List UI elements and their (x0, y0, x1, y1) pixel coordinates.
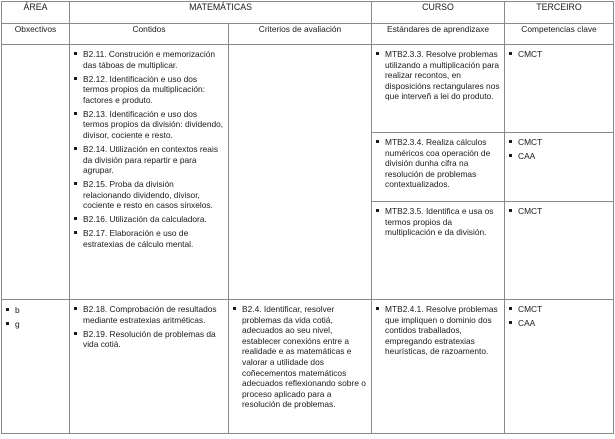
competence-block (505, 45, 613, 133)
list-item: B2.14. Utilización en contextos reais da división para repartir e para agrupar. (70, 144, 224, 176)
competence-item: CMCT (505, 206, 609, 217)
objective-item: g (2, 319, 65, 330)
col-standards: Estándares de aprendizaxe (372, 24, 505, 45)
standard-block (372, 202, 504, 243)
standard-block (372, 45, 504, 133)
standard-item: MTB2.3.5. Identifica e usa os termos propios da multiplicación e da división. (372, 206, 500, 238)
objectives-cell (2, 45, 70, 300)
contents-cell (70, 300, 229, 434)
area-label: ÁREA (2, 2, 70, 24)
list-item: B2.13. Identificación e uso dos termos propios da división: dividendo, divisor, cociente e resto. (70, 109, 224, 141)
criterion-item: B2.4. Identificar, resolver problemas da vida cotiá, adecuados ao seu nivel, establecer conexións entre a realidade e as matemáticas e valorar a utilidade dos coñecementos matemáticos adecuados reflexionando sobre o proceso aplicado para a resolución de problemas. (229, 304, 367, 410)
col-criteria: Criterios de avaliación (229, 24, 372, 45)
col-objectives: Obxectivos (2, 24, 70, 45)
objectives-list (2, 300, 69, 334)
competence-item: CAA (505, 318, 609, 329)
competences-cell (505, 300, 614, 434)
contents-list (70, 45, 228, 255)
course-label: CURSO (372, 2, 505, 24)
curriculum-table (1, 1, 614, 434)
list-item: B2.15. Proba da división relacionando dividendo, divisor, cociente e resto en casos sinxelos. (70, 179, 224, 211)
standards-cell (372, 300, 505, 434)
subject-title: MATEMÁTICAS (70, 2, 372, 24)
list-item: B2.19. Resolución de problemas da vida cotiá. (70, 329, 224, 350)
competence-item: CMCT (505, 49, 609, 60)
objective-item: b (2, 305, 65, 316)
list-item: B2.16. Utilización da calculadora. (70, 214, 224, 225)
objectives-cell (2, 300, 70, 434)
contents-list (70, 300, 228, 355)
criteria-cell (229, 45, 372, 300)
col-contents: Contidos (70, 24, 229, 45)
standard-item: MTB2.3.4. Realiza cálculos numéricos coa operación de división dunha cifra na resolución de problemas contextualizados. (372, 137, 500, 190)
competences-cell (505, 45, 614, 300)
header-row (2, 2, 614, 24)
col-competences: Competencias clave (505, 24, 614, 45)
standard-block (372, 133, 504, 202)
list-item: B2.17. Elaboración e uso de estratexias de cálculo mental. (70, 228, 224, 249)
standards-cell (372, 45, 505, 300)
list-item: B2.18. Comprobación de resultados mediante estratexias aritméticas. (70, 304, 224, 325)
competence-item: CMCT (505, 304, 609, 315)
competence-item: CMCT (505, 137, 609, 148)
standard-item: MTB2.4.1. Resolve problemas que impliquen o dominio dos contidos traballados, empregando estratexias heurísticas, de razoamento. (372, 304, 500, 357)
contents-cell (70, 45, 229, 300)
course-value: TERCEIRO (505, 2, 614, 24)
table-row (2, 45, 614, 300)
competence-block (505, 133, 613, 202)
competence-item: CAA (505, 151, 609, 162)
list-item: B2.11. Construción e memorización das táboas de multiplicar. (70, 49, 224, 70)
column-header-row (2, 24, 614, 45)
criteria-cell (229, 300, 372, 434)
table-row (2, 300, 614, 434)
standard-item: MTB2.3.3. Resolve problemas utilizando a multiplicación para realizar recontos, en disposicións rectangulares nos que interveñ a lei do produto. (372, 49, 500, 102)
competence-block (505, 202, 613, 222)
list-item: B2.12. Identificación e uso dos termos propios da multiplicación: factores e produto. (70, 74, 224, 106)
